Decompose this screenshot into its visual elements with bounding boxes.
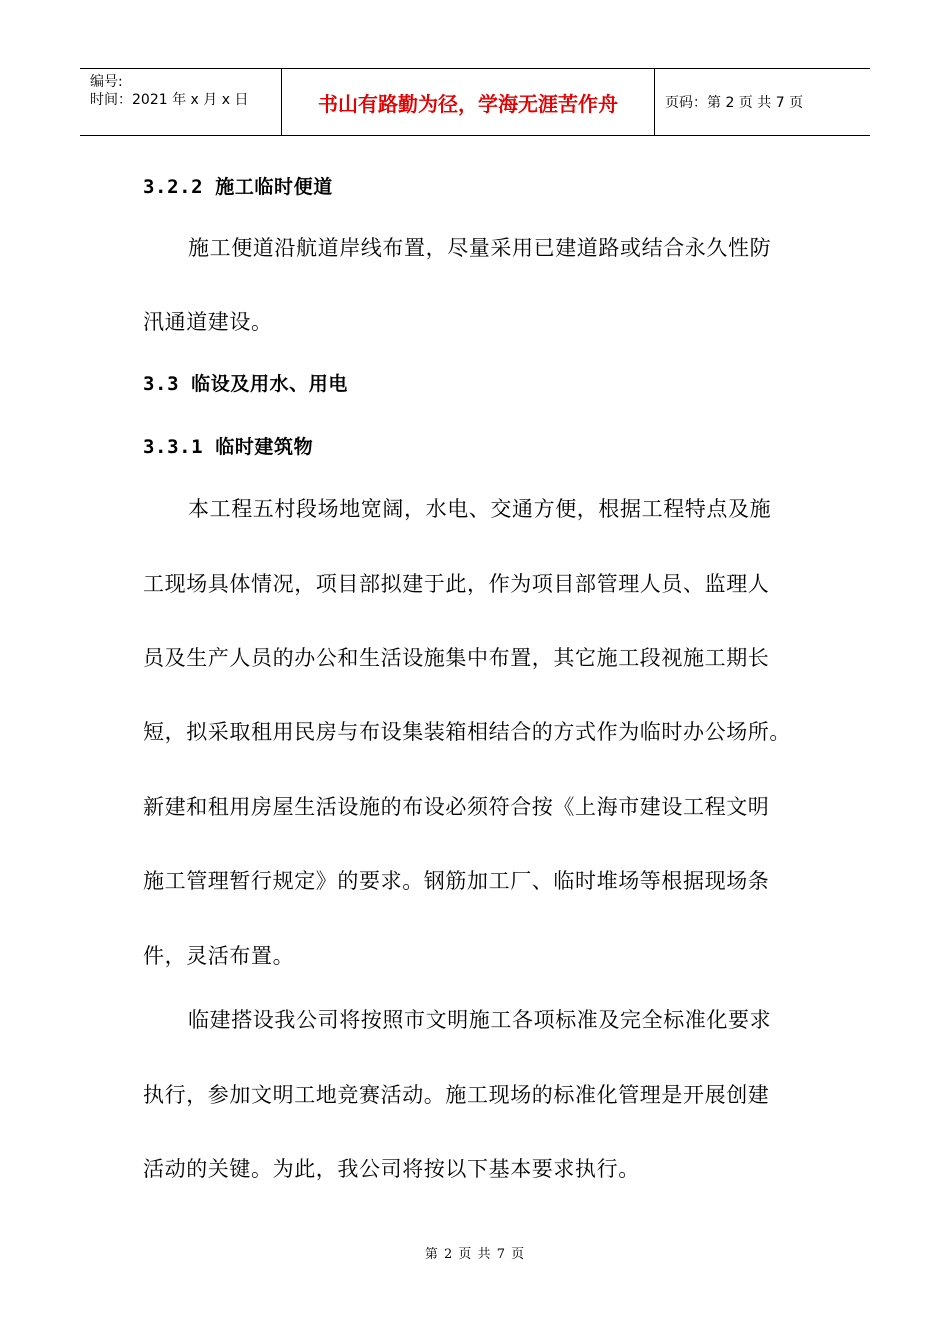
page-footer: 第 2 页 共 7 页 xyxy=(424,1247,526,1262)
header-info-cell xyxy=(80,69,282,135)
header-motto: 书山有路勤为径，学海无涯苦作舟 xyxy=(318,92,618,116)
document-date: 时间：2021 年 x 月 x 日 xyxy=(90,92,249,108)
paragraph-line: 员及生产人员的办公和生活设施集中布置，其它施工段视施工期长 xyxy=(143,646,770,670)
paragraph-line: 短，拟采取租用民房与布设集装箱相结合的方式作为临时办公场所。 xyxy=(143,720,791,744)
paragraph-line: 汛通道建设。 xyxy=(143,310,273,334)
page-header xyxy=(80,68,870,136)
paragraph-line: 新建和租用房屋生活设施的布设必须符合按《上海市建设工程文明 xyxy=(143,795,770,819)
paragraph-line: 临建搭设我公司将按照市文明施工各项标准及完全标准化要求 xyxy=(188,1008,772,1032)
section-heading-3-3-1: 3.3.1 临时建筑物 xyxy=(143,436,314,458)
paragraph-line: 执行，参加文明工地竞赛活动。施工现场的标准化管理是开展创建 xyxy=(143,1083,770,1107)
document-number-label: 编号: xyxy=(90,74,123,90)
paragraph-line: 施工管理暂行规定》的要求。钢筋加工厂、临时堆场等根据现场条 xyxy=(143,869,770,893)
header-page-number: 页码：第 2 页 共 7 页 xyxy=(665,95,804,111)
header-motto-cell xyxy=(282,69,655,135)
header-page-cell xyxy=(655,69,870,135)
paragraph-line: 件，灵活布置。 xyxy=(143,944,295,968)
section-heading-3-2-2: 3.2.2 施工临时便道 xyxy=(143,176,333,198)
paragraph-line: 工现场具体情况，项目部拟建于此，作为项目部管理人员、监理人 xyxy=(143,572,770,596)
paragraph-line: 活动的关键。为此，我公司将按以下基本要求执行。 xyxy=(143,1157,640,1181)
paragraph-line: 本工程五村段场地宽阔，水电、交通方便，根据工程特点及施 xyxy=(188,497,772,521)
section-heading-3-3: 3.3 临设及用水、用电 xyxy=(143,373,348,395)
paragraph-line: 施工便道沿航道岸线布置，尽量采用已建道路或结合永久性防 xyxy=(188,236,772,260)
